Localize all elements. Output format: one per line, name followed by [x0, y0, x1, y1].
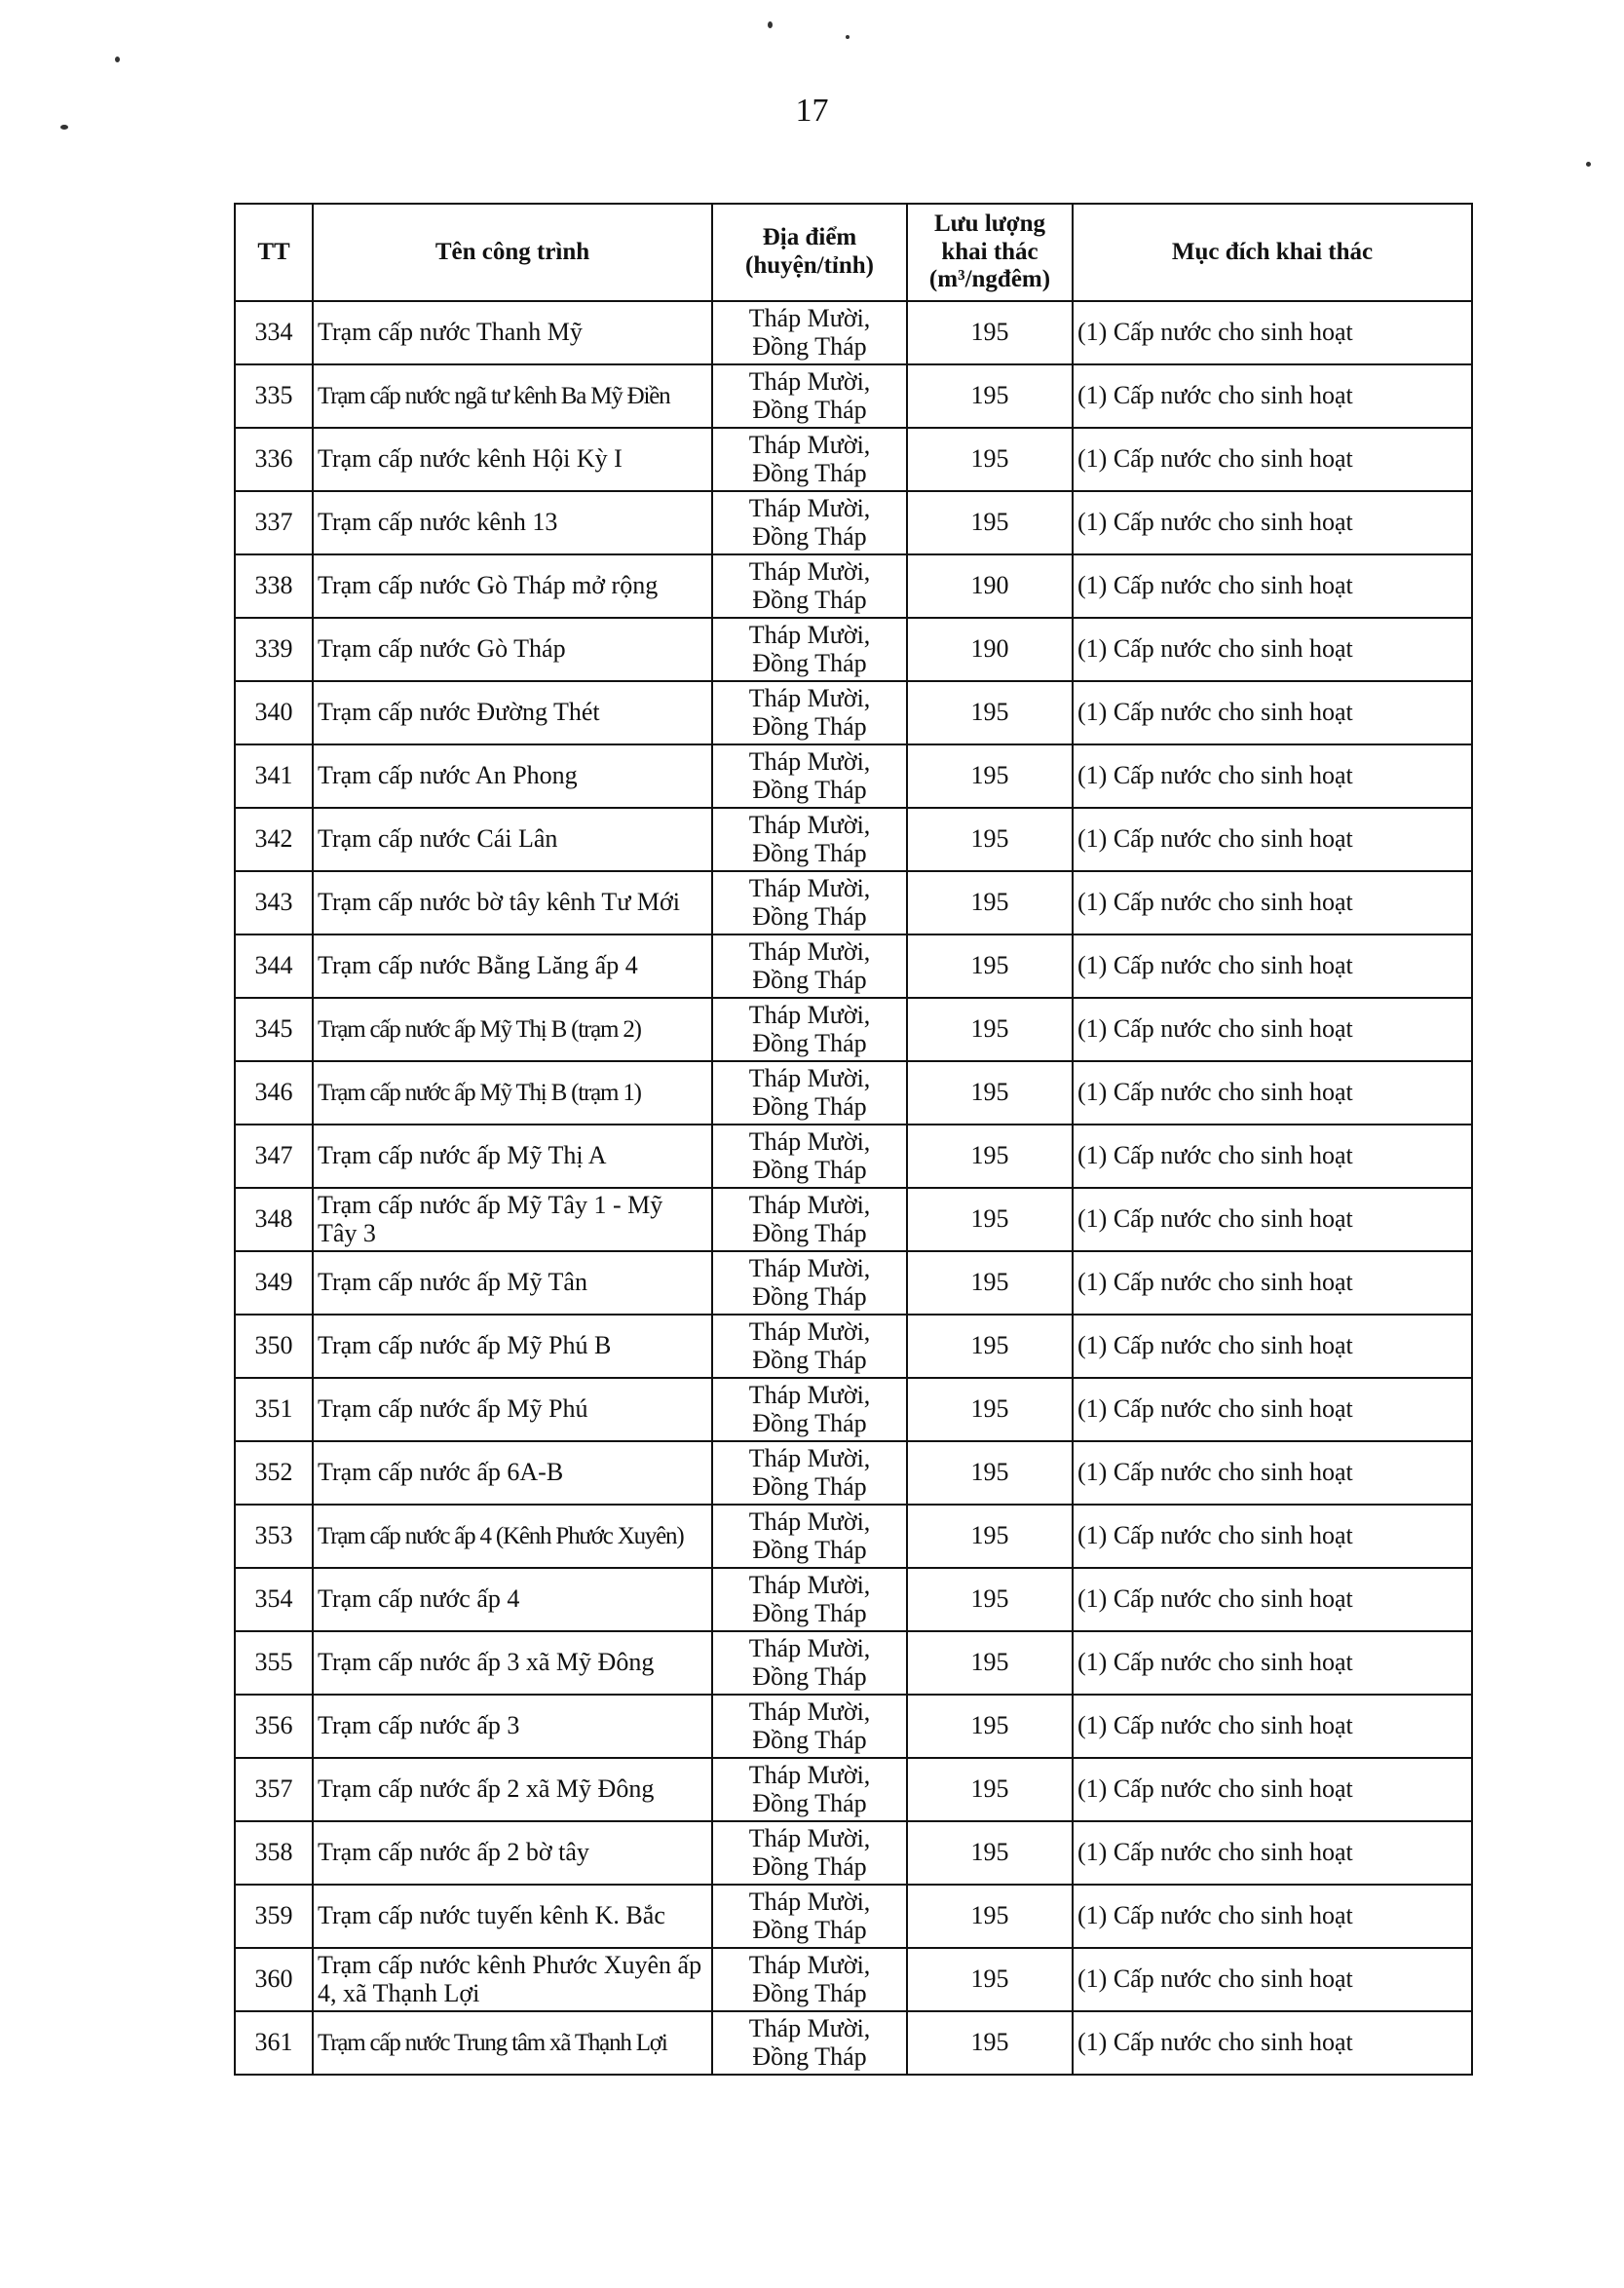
table-row	[235, 618, 1472, 681]
row-tt: 342	[235, 808, 313, 871]
row-name: Trạm cấp nước ấp Mỹ Phú	[313, 1378, 712, 1441]
row-location	[712, 1631, 907, 1695]
row-name: Trạm cấp nước Thanh Mỹ	[313, 301, 712, 364]
row-tt: 354	[235, 1568, 313, 1631]
table-row	[235, 491, 1472, 554]
row-tt: 350	[235, 1315, 313, 1378]
row-purpose: (1) Cấp nước cho sinh hoạt	[1073, 554, 1472, 618]
row-purpose: (1) Cấp nước cho sinh hoạt	[1073, 1631, 1472, 1695]
row-tt: 359	[235, 1885, 313, 1948]
row-flow: 195	[907, 1568, 1073, 1631]
table-row	[235, 364, 1472, 428]
row-name: Trạm cấp nước tuyến kênh K. Bắc	[313, 1885, 712, 1948]
table-row	[235, 1251, 1472, 1315]
table-row	[235, 1505, 1472, 1568]
row-flow: 195	[907, 808, 1073, 871]
row-district: Tháp Mười,	[748, 1823, 871, 1852]
row-flow: 190	[907, 618, 1073, 681]
row-flow: 195	[907, 1188, 1073, 1251]
row-location	[712, 808, 907, 871]
row-district: Tháp Mười,	[748, 1126, 871, 1156]
row-province: Đồng Tháp	[752, 1091, 867, 1121]
row-purpose: (1) Cấp nước cho sinh hoạt	[1073, 1441, 1472, 1505]
row-province: Đồng Tháp	[752, 585, 867, 614]
row-location	[712, 1315, 907, 1378]
row-province: Đồng Tháp	[752, 1281, 867, 1311]
row-flow: 195	[907, 934, 1073, 998]
row-flow: 195	[907, 1631, 1073, 1695]
row-district: Tháp Mười,	[748, 1443, 871, 1472]
row-name: Trạm cấp nước kênh 13	[313, 491, 712, 554]
table-row	[235, 1758, 1472, 1821]
row-province: Đồng Tháp	[752, 711, 867, 741]
row-province: Đồng Tháp	[752, 1218, 867, 1247]
row-province: Đồng Tháp	[752, 1725, 867, 1754]
row-province: Đồng Tháp	[752, 521, 867, 551]
row-tt: 343	[235, 871, 313, 934]
row-name: Trạm cấp nước ấp Mỹ Tân	[313, 1251, 712, 1315]
row-province: Đồng Tháp	[752, 1851, 867, 1881]
row-province: Đồng Tháp	[752, 2041, 867, 2071]
row-purpose: (1) Cấp nước cho sinh hoạt	[1073, 1695, 1472, 1758]
row-name: Trạm cấp nước ấp 3	[313, 1695, 712, 1758]
row-name: Trạm cấp nước ngã tư kênh Ba Mỹ Điền	[313, 364, 712, 428]
row-province: Đồng Tháp	[752, 1471, 867, 1501]
water-works-table	[234, 203, 1473, 2076]
row-purpose: (1) Cấp nước cho sinh hoạt	[1073, 1251, 1472, 1315]
row-province: Đồng Tháp	[752, 1598, 867, 1627]
row-name: Trạm cấp nước bờ tây kênh Tư Mới	[313, 871, 712, 934]
row-location	[712, 934, 907, 998]
table-row	[235, 1631, 1472, 1695]
table-row	[235, 1061, 1472, 1125]
row-tt: 348	[235, 1188, 313, 1251]
row-flow: 195	[907, 681, 1073, 744]
row-name: Trạm cấp nước ấp Mỹ Tây 1 - Mỹ Tây 3	[313, 1188, 712, 1251]
row-tt: 360	[235, 1948, 313, 2011]
row-flow: 195	[907, 998, 1073, 1061]
table-row	[235, 934, 1472, 998]
table-row	[235, 301, 1472, 364]
row-tt: 340	[235, 681, 313, 744]
header-location: Địa điểm (huyện/tỉnh)	[712, 204, 907, 301]
row-district: Tháp Mười,	[748, 493, 871, 522]
row-flow: 195	[907, 1441, 1073, 1505]
row-flow: 195	[907, 1378, 1073, 1441]
row-location	[712, 1188, 907, 1251]
row-name: Trạm cấp nước kênh Phước Xuyên ấp 4, xã Thạnh Lợi	[313, 1948, 712, 2011]
row-name: Trạm cấp nước Cái Lân	[313, 808, 712, 871]
row-purpose: (1) Cấp nước cho sinh hoạt	[1073, 1315, 1472, 1378]
row-tt: 353	[235, 1505, 313, 1568]
row-purpose: (1) Cấp nước cho sinh hoạt	[1073, 491, 1472, 554]
row-location	[712, 1505, 907, 1568]
row-name: Trạm cấp nước Đường Thét	[313, 681, 712, 744]
row-district: Tháp Mười,	[748, 620, 871, 649]
row-district: Tháp Mười,	[748, 2013, 871, 2042]
row-flow: 195	[907, 1758, 1073, 1821]
row-flow: 195	[907, 2011, 1073, 2075]
row-purpose: (1) Cấp nước cho sinh hoạt	[1073, 1568, 1472, 1631]
row-province: Đồng Tháp	[752, 1788, 867, 1817]
row-purpose: (1) Cấp nước cho sinh hoạt	[1073, 301, 1472, 364]
row-flow: 195	[907, 1821, 1073, 1885]
row-location	[712, 554, 907, 618]
row-name: Trạm cấp nước ấp 6A-B	[313, 1441, 712, 1505]
row-location	[712, 1061, 907, 1125]
row-district: Tháp Mười,	[748, 1697, 871, 1726]
row-location	[712, 301, 907, 364]
row-district: Tháp Mười,	[748, 810, 871, 839]
row-province: Đồng Tháp	[752, 1028, 867, 1057]
row-purpose: (1) Cấp nước cho sinh hoạt	[1073, 808, 1472, 871]
row-name: Trạm cấp nước Gò Tháp	[313, 618, 712, 681]
row-name: Trạm cấp nước Trung tâm xã Thạnh Lợi	[313, 2011, 712, 2075]
row-district: Tháp Mười,	[748, 1063, 871, 1092]
row-purpose: (1) Cấp nước cho sinh hoạt	[1073, 1885, 1472, 1948]
row-name: Trạm cấp nước ấp Mỹ Thị B (trạm 1)	[313, 1061, 712, 1125]
row-location	[712, 1441, 907, 1505]
row-name: Trạm cấp nước An Phong	[313, 744, 712, 808]
table-row	[235, 2011, 1472, 2075]
row-district: Tháp Mười,	[748, 366, 871, 396]
scan-speck	[115, 57, 120, 62]
table-row	[235, 681, 1472, 744]
row-name: Trạm cấp nước ấp 3 xã Mỹ Đông	[313, 1631, 712, 1695]
row-location	[712, 1758, 907, 1821]
table-row	[235, 554, 1472, 618]
row-province: Đồng Tháp	[752, 1345, 867, 1374]
row-flow: 195	[907, 1885, 1073, 1948]
row-tt: 335	[235, 364, 313, 428]
row-district: Tháp Mười,	[748, 1000, 871, 1029]
row-name: Trạm cấp nước ấp 2 bờ tây	[313, 1821, 712, 1885]
row-province: Đồng Tháp	[752, 901, 867, 931]
row-name: Trạm cấp nước ấp Mỹ Thị A	[313, 1125, 712, 1188]
row-province: Đồng Tháp	[752, 1155, 867, 1184]
header-purpose: Mục đích khai thác	[1073, 204, 1472, 301]
page-number: 17	[795, 93, 829, 129]
header-flow: Lưu lượng khai thác (m³/ngđêm)	[907, 204, 1073, 301]
row-district: Tháp Mười,	[748, 1570, 871, 1599]
row-purpose: (1) Cấp nước cho sinh hoạt	[1073, 998, 1472, 1061]
row-district: Tháp Mười,	[748, 936, 871, 966]
row-location	[712, 1885, 907, 1948]
table-header-row	[235, 204, 1472, 301]
row-location	[712, 1948, 907, 2011]
row-location	[712, 491, 907, 554]
row-name: Trạm cấp nước kênh Hội Kỳ I	[313, 428, 712, 491]
table-row	[235, 1695, 1472, 1758]
table-row	[235, 1188, 1472, 1251]
row-flow: 195	[907, 871, 1073, 934]
row-district: Tháp Mười,	[748, 1887, 871, 1916]
row-purpose: (1) Cấp nước cho sinh hoạt	[1073, 618, 1472, 681]
row-purpose: (1) Cấp nước cho sinh hoạt	[1073, 1061, 1472, 1125]
row-location	[712, 1251, 907, 1315]
row-location	[712, 2011, 907, 2075]
row-purpose: (1) Cấp nước cho sinh hoạt	[1073, 1125, 1472, 1188]
row-name: Trạm cấp nước Gò Tháp mở rộng	[313, 554, 712, 618]
row-purpose: (1) Cấp nước cho sinh hoạt	[1073, 1821, 1472, 1885]
row-purpose: (1) Cấp nước cho sinh hoạt	[1073, 1758, 1472, 1821]
row-flow: 195	[907, 1315, 1073, 1378]
table-row	[235, 1441, 1472, 1505]
row-province: Đồng Tháp	[752, 775, 867, 804]
row-district: Tháp Mười,	[748, 1950, 871, 1979]
row-district: Tháp Mười,	[748, 683, 871, 712]
row-flow: 195	[907, 1061, 1073, 1125]
row-tt: 352	[235, 1441, 313, 1505]
row-name: Trạm cấp nước ấp 2 xã Mỹ Đông	[313, 1758, 712, 1821]
row-district: Tháp Mười,	[748, 430, 871, 459]
row-tt: 336	[235, 428, 313, 491]
row-district: Tháp Mười,	[748, 746, 871, 776]
row-flow: 190	[907, 554, 1073, 618]
row-tt: 339	[235, 618, 313, 681]
row-name: Trạm cấp nước ấp 4 (Kênh Phước Xuyên)	[313, 1505, 712, 1568]
row-district: Tháp Mười,	[748, 1316, 871, 1346]
row-flow: 195	[907, 1948, 1073, 2011]
row-purpose: (1) Cấp nước cho sinh hoạt	[1073, 1188, 1472, 1251]
row-district: Tháp Mười,	[748, 1633, 871, 1662]
row-location	[712, 681, 907, 744]
row-tt: 357	[235, 1758, 313, 1821]
row-location	[712, 1695, 907, 1758]
row-province: Đồng Tháp	[752, 1535, 867, 1564]
row-purpose: (1) Cấp nước cho sinh hoạt	[1073, 1378, 1472, 1441]
row-province: Đồng Tháp	[752, 1661, 867, 1691]
row-district: Tháp Mười,	[748, 303, 871, 332]
row-tt: 358	[235, 1821, 313, 1885]
row-purpose: (1) Cấp nước cho sinh hoạt	[1073, 1948, 1472, 2011]
scan-speck	[846, 35, 850, 39]
row-flow: 195	[907, 1251, 1073, 1315]
row-province: Đồng Tháp	[752, 1408, 867, 1437]
row-district: Tháp Mười,	[748, 1190, 871, 1219]
row-location	[712, 364, 907, 428]
row-tt: 345	[235, 998, 313, 1061]
row-province: Đồng Tháp	[752, 395, 867, 424]
row-flow: 195	[907, 744, 1073, 808]
row-location	[712, 744, 907, 808]
row-province: Đồng Tháp	[752, 965, 867, 994]
row-name: Trạm cấp nước ấp 4	[313, 1568, 712, 1631]
row-purpose: (1) Cấp nước cho sinh hoạt	[1073, 1505, 1472, 1568]
row-tt: 341	[235, 744, 313, 808]
row-purpose: (1) Cấp nước cho sinh hoạt	[1073, 934, 1472, 998]
row-location	[712, 998, 907, 1061]
table-row	[235, 744, 1472, 808]
table-row	[235, 1948, 1472, 2011]
row-district: Tháp Mười,	[748, 1506, 871, 1536]
header-name: Tên công trình	[313, 204, 712, 301]
row-flow: 195	[907, 428, 1073, 491]
table-row	[235, 428, 1472, 491]
table-row	[235, 1315, 1472, 1378]
table-row	[235, 1378, 1472, 1441]
row-province: Đồng Tháp	[752, 838, 867, 867]
scan-speck	[1586, 162, 1591, 167]
table-row	[235, 1125, 1472, 1188]
row-tt: 337	[235, 491, 313, 554]
row-location	[712, 1378, 907, 1441]
row-tt: 356	[235, 1695, 313, 1758]
table-row	[235, 1885, 1472, 1948]
row-province: Đồng Tháp	[752, 1915, 867, 1944]
row-location	[712, 618, 907, 681]
row-location	[712, 1125, 907, 1188]
row-flow: 195	[907, 1125, 1073, 1188]
row-purpose: (1) Cấp nước cho sinh hoạt	[1073, 364, 1472, 428]
row-district: Tháp Mười,	[748, 1760, 871, 1789]
row-district: Tháp Mười,	[748, 1380, 871, 1409]
row-province: Đồng Tháp	[752, 458, 867, 487]
table-row	[235, 808, 1472, 871]
row-purpose: (1) Cấp nước cho sinh hoạt	[1073, 2011, 1472, 2075]
row-tt: 361	[235, 2011, 313, 2075]
row-flow: 195	[907, 364, 1073, 428]
row-tt: 344	[235, 934, 313, 998]
row-location	[712, 871, 907, 934]
row-purpose: (1) Cấp nước cho sinh hoạt	[1073, 681, 1472, 744]
row-province: Đồng Tháp	[752, 1978, 867, 2007]
row-tt: 346	[235, 1061, 313, 1125]
row-purpose: (1) Cấp nước cho sinh hoạt	[1073, 744, 1472, 808]
row-district: Tháp Mười,	[748, 1253, 871, 1282]
row-tt: 349	[235, 1251, 313, 1315]
row-district: Tháp Mười,	[748, 873, 871, 902]
row-flow: 195	[907, 301, 1073, 364]
row-location	[712, 428, 907, 491]
row-province: Đồng Tháp	[752, 331, 867, 361]
row-name: Trạm cấp nước Bằng Lăng ấp 4	[313, 934, 712, 998]
row-tt: 334	[235, 301, 313, 364]
row-flow: 195	[907, 1695, 1073, 1758]
row-purpose: (1) Cấp nước cho sinh hoạt	[1073, 428, 1472, 491]
row-tt: 351	[235, 1378, 313, 1441]
scan-speck	[768, 21, 773, 28]
table-row	[235, 871, 1472, 934]
row-flow: 195	[907, 1505, 1073, 1568]
row-tt: 355	[235, 1631, 313, 1695]
row-name: Trạm cấp nước ấp Mỹ Thị B (trạm 2)	[313, 998, 712, 1061]
row-location	[712, 1821, 907, 1885]
row-tt: 338	[235, 554, 313, 618]
row-purpose: (1) Cấp nước cho sinh hoạt	[1073, 871, 1472, 934]
table-row	[235, 998, 1472, 1061]
row-tt: 347	[235, 1125, 313, 1188]
table-row	[235, 1821, 1472, 1885]
row-location	[712, 1568, 907, 1631]
row-province: Đồng Tháp	[752, 648, 867, 677]
table-row	[235, 1568, 1472, 1631]
row-name: Trạm cấp nước ấp Mỹ Phú B	[313, 1315, 712, 1378]
row-district: Tháp Mười,	[748, 556, 871, 586]
header-tt: TT	[235, 204, 313, 301]
row-flow: 195	[907, 491, 1073, 554]
